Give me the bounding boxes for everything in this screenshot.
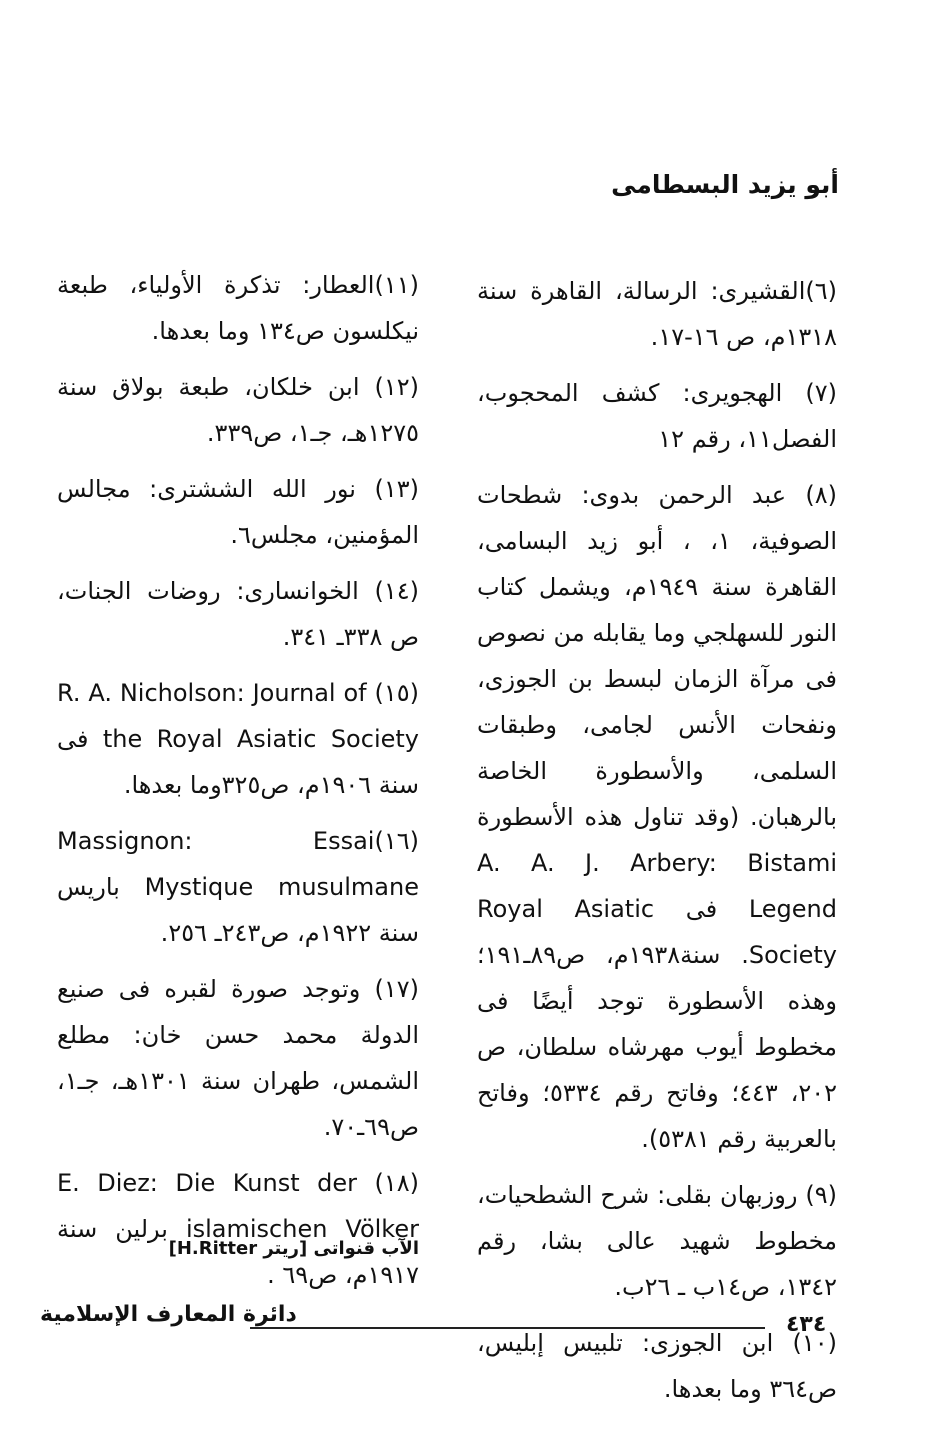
- footnote-18: (١٨) E. Diez: Die Kunst der islamischen Völker برلين سنة ١٩١٧م، ص٦٩ .: [57, 1169, 419, 1289]
- footnote-16: (١٦)Massignon: Essai Mystique musulmane باريس سنة ١٩٢٢م، ص٢٤٣ـ ٢٥٦.: [57, 827, 419, 947]
- footnote-12: (١٢) ابن خلكان، طبعة بولاق سنة ١٢٧٥هـ، جـ١، ص٣٣٩.: [57, 373, 419, 447]
- footnote-17: (١٧) وتوجد صورة لقبره فى صنيع الدولة محمد حسن خان: مطلع الشمس، طهران سنة ١٣٠١هـ، جـ١، ص٦٩ـ٧٠.: [57, 975, 419, 1141]
- footnote-7: (٧) الهجويرى: كشف المحجوب، الفصل١١، رقم ١٢: [477, 379, 837, 453]
- footer-title: دائرة المعارف الإسلامية: [40, 1302, 297, 1327]
- author-signature: الآب قنواتى [ريتر H.Ritter]: [168, 1238, 419, 1259]
- footnote-8: (٨) عبد الرحمن بدوى: شطحات الصوفية، ١، ، أبو زيد البسامى، القاهرة سنة ١٩٤٩م، ويشمل كتاب النور للسهلجي وما يقابله من نصوص فى مرآة الزمان لبسط بن الجوزى، ونفحات الأنس لجامى، وطبقات السلمى، والأسطورة الخاصة بالرهبان. (وقد تناول هذه الأسطورة A. A. J. Arbery: Bistami Legend فى Royal Asiatic Society. سنة١٩٣٨م، ص٨٩ـ١٩١؛ وهذه الأسطورة توجد أيضًا فى مخطوط أيوب مهرشاه سلطان، ص ٢٠٢، ٤٤٣؛ وفاتح رقم ٥٣٣٤؛ وفاتح بالعربية رقم ٥٣٨١).: [477, 481, 838, 1153]
- notes-column-left: [57, 262, 419, 1308]
- page-number: ٤٣٤: [786, 1312, 827, 1337]
- footnote-15: (١٥) R. A. Nicholson: Journal of the Royal Asiatic Society فى سنة ١٩٠٦م، ص٣٢٥وما بعدها.: [57, 679, 419, 799]
- footer-rule: [250, 1327, 765, 1329]
- footnote-10: (١٠) ابن الجوزى: تلبيس إبليس، ص٣٦٤ وما بعدها.: [477, 1329, 837, 1403]
- footnote-9: (٩) روزبهان بقلى: شرح الشطحيات، مخطوط شهيد عالى بشا، رقم ١٣٤٢، ص١٤ب ـ ٢٦ب.: [477, 1181, 837, 1301]
- footnote-6: (٦)القشيرى: الرسالة، القاهرة سنة ١٣١٨م، ص ١٦-١٧.: [477, 277, 837, 351]
- footnote-14: (١٤) الخوانسارى: روضات الجنات، ص ٣٣٨ـ ٣٤١.: [57, 577, 419, 651]
- footnote-13: (١٣) نور الله الششترى: مجالس المؤمنين، مجلس٦.: [57, 475, 419, 549]
- notes-column-right: [477, 268, 837, 1422]
- running-header: أبو يزيد البسطامى: [611, 170, 839, 199]
- footnote-11: (١١)العطار: تذكرة الأولياء، طبعة نيكلسون ص١٣٤ وما بعدها.: [57, 271, 419, 345]
